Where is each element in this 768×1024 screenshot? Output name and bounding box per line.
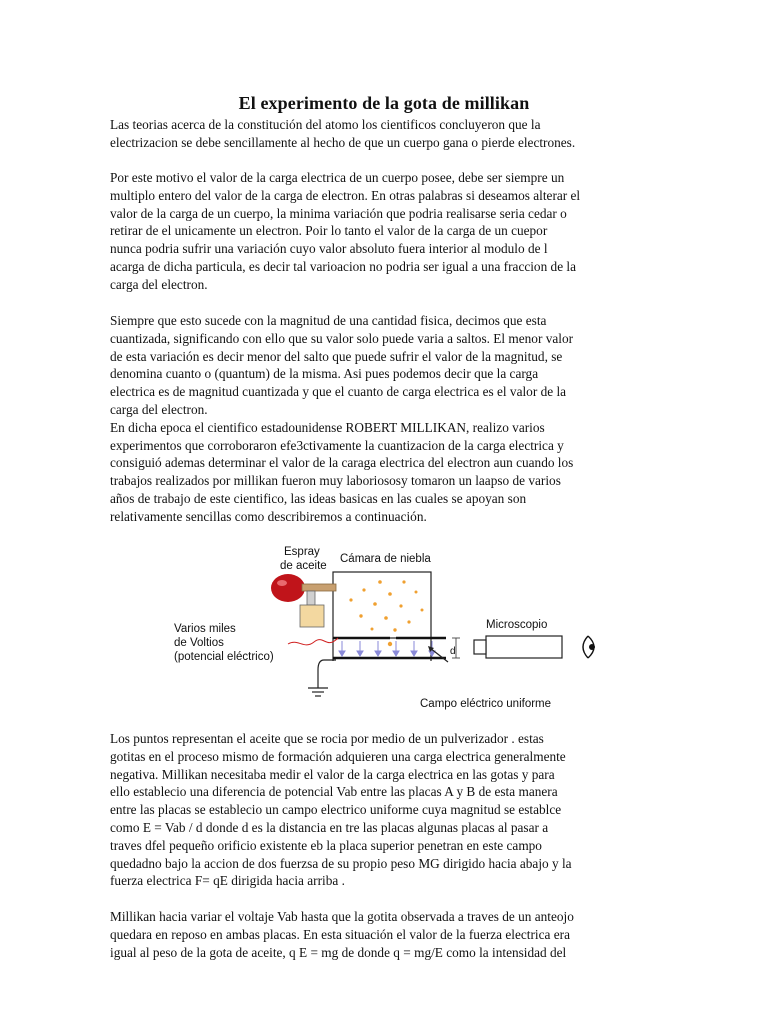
text-line: En dicha epoca el cientifico estadounidense ROBERT MILLIKAN, realizo varios — [110, 419, 545, 435]
spray-bulb — [271, 574, 305, 602]
observed-droplet — [388, 642, 392, 646]
microscope-lens — [474, 640, 486, 654]
voltage-wire-red — [288, 638, 338, 645]
text-line: trabajos realizados por millikan fueron muy laboriososy tomaron un laapso de varios — [110, 473, 561, 489]
document-title: El experimento de la gota de millikan — [238, 93, 530, 113]
paragraph-4 — [110, 730, 662, 890]
text-line: negativa. Millikan necesitaba medir el valor de la carga electrica en las gotas y para — [110, 766, 555, 782]
text-line: denomina cuanto o (quantum) de la misma. Asi pues podemos decir que la carga — [110, 366, 539, 382]
text-line: multiplo entero del valor de la carga de electron. En otras palabras si deseamos alterar el — [110, 187, 581, 203]
text-line: años de trabajo de este cientifico, las ideas basicas en las cuales se apoyan son — [110, 490, 527, 506]
text-line: entre las placas se establecio un campo electrico uniforme cuya magnitud se establce — [110, 802, 562, 818]
chamber-label: Cámara de niebla — [340, 553, 431, 565]
text-line: Las teorias acerca de la constitución del atomo los cientificos concluyeron que la — [110, 117, 541, 132]
voltage-label-line3: (potencial eléctrico) — [174, 651, 274, 663]
apparatus-diagram — [168, 540, 618, 710]
spray-bulb-highlight — [277, 580, 287, 586]
voltage-label-line1: Varios miles — [174, 623, 236, 635]
text-line: Los puntos representan el aceite que se rocia por medio de un pulverizador . estas — [110, 731, 544, 746]
text-line: como E = Vab / d donde d es la distancia en tre las placas algunas placas al pasar a — [110, 819, 549, 835]
text-line: relativamente sencillas como describiremos a continuación. — [110, 508, 427, 524]
paragraph-1 — [110, 116, 662, 152]
ground-wire — [318, 660, 336, 688]
spray-bottle — [300, 605, 324, 627]
text-line: cuantizada, significando con ello que su valor solo puede varia a saltos. El menor valor — [110, 330, 574, 346]
text-line: retirar de el unicamente un electron. Poir lo tanto el valor de la carga de un cuepor — [110, 223, 548, 239]
spray-nozzle — [302, 584, 336, 591]
text-line: consiguió ademas determinar el valor de la caraga electrica del electron aun cuando los — [110, 455, 574, 471]
text-line: ello establecio una diferencia de potencial Vab entre las placas A y B de esta manera — [110, 784, 558, 800]
distance-label: d — [450, 646, 456, 657]
eye-icon — [583, 636, 595, 658]
spray-label-line2: de aceite — [280, 560, 327, 572]
field-arrows — [339, 641, 435, 656]
fog-chamber — [333, 572, 431, 638]
spray-label-line1: Espray — [284, 546, 320, 558]
text-line: Siempre que esto sucede con la magnitud de una cantidad fisica, decimos que esta — [110, 313, 547, 328]
text-line: igual al peso de la gota de aceite, q E = mg de donde q = mg/E como la intensidad del — [110, 944, 567, 960]
text-line: nunca podria sufrir una variación cuyo valor absoluto fuera interior al modulo de l — [110, 241, 548, 257]
text-line: experimentos que corroboraron efe3ctivamente la cuantizacion de la carga electrica y — [110, 437, 564, 453]
text-line: quedara en reposo en ambas placas. En esta situación el valor de la fuerza electrica era — [110, 926, 570, 942]
paragraph-2 — [110, 169, 662, 294]
paragraph-5 — [110, 908, 662, 961]
field-label: Campo eléctrico uniforme — [420, 698, 552, 710]
text-line: valor de la carga de un cuerpo, la minima variación que podria realisarse seria cedar o — [110, 205, 567, 221]
voltage-label-line2: de Voltios — [174, 637, 224, 649]
text-line: carga del electron. — [110, 401, 208, 417]
text-line: gotitas en el proceso mismo de formación adquieren una carga electrica generalmente — [110, 748, 566, 764]
text-line: fuerza electrica F= qE dirigida hacia arriba . — [110, 873, 345, 889]
text-line: Por este motivo el valor de la carga electrica de un cuerpo posee, debe ser siempre un — [110, 170, 565, 185]
microscope-body — [486, 636, 562, 658]
spray-neck — [307, 591, 315, 605]
oil-droplets — [349, 580, 423, 632]
text-line: de esta variación es decir menor del salto que puede sufrir el valor de la magnitud, se — [110, 348, 563, 364]
text-line: acarga de dicha particula, es decir tal varioacion no podria ser igual a una fraccion de la — [110, 258, 577, 274]
text-line: Millikan hacia variar el voltaje Vab hasta que la gotita observada a traves de un anteojo — [110, 909, 574, 924]
text-line: electrica es de magnitud cuantizada y que el cuanto de carga electrica es el valor de la — [110, 384, 567, 400]
microscope-label: Microscopio — [486, 619, 548, 631]
text-line: carga del electron. — [110, 276, 208, 292]
text-line: traves dfel pequeño orificio existente eb la placa superior penetran en este campo — [110, 837, 542, 853]
paragraph-3 — [110, 312, 662, 526]
millikan-apparatus-figure — [168, 540, 618, 710]
text-line: quedadno bajo la accion de dos fuerzsa de su propio peso MG dirigido hacia abajo y la — [110, 855, 572, 871]
text-line: electrizacion se debe sencillamente al hecho de que un cuerpo gana o pierde electrones. — [110, 134, 576, 150]
